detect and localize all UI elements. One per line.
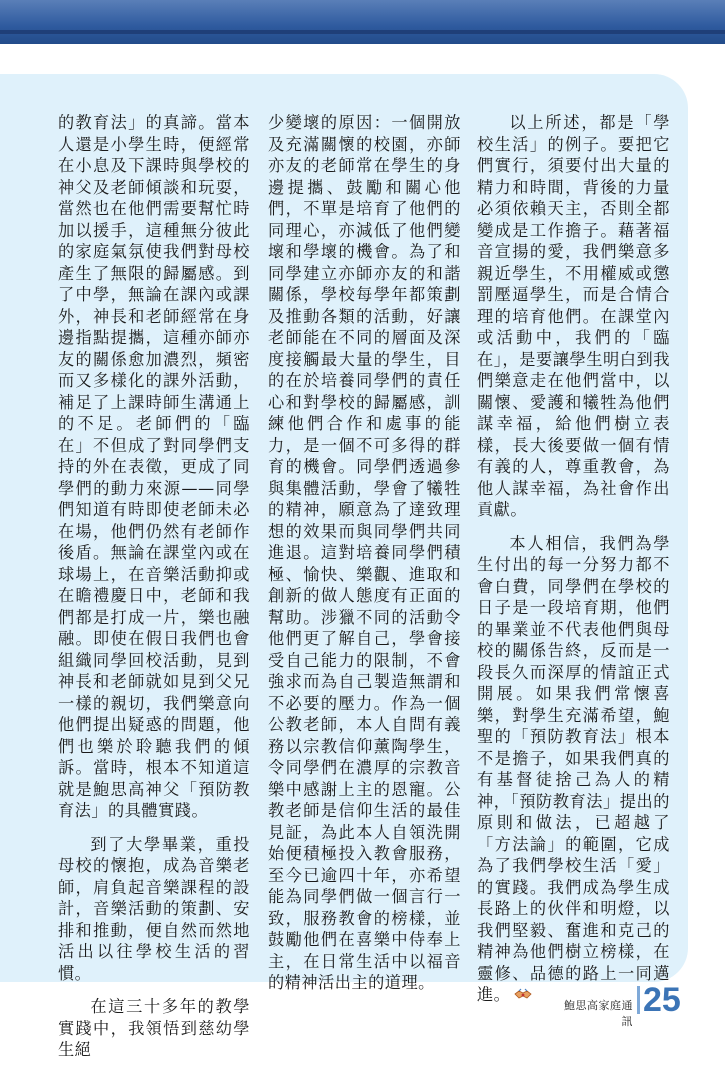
paragraph: 本人相信，我們為學生付出的每一分努力都不會白費，同學們在學校的日子是一段培育期，他們的畢業並不代表他們與母校的關係告終，反而是一段長久而深厚的情誼正式開展。如果我們常懷喜樂，對學生充滿希望，鮑聖的「預防教育法」根本不是擔子，如果我們真的有基督徒捨己為人的精神，「預防教育法」提出的原則和做法，已超越了「方法論」的範圍，它成為了我們學校生活「愛」的實踐。我們成為學生成長路上的伙伴和明燈，以我們堅毅、奮進和克己的精神為他們樹立榜樣，在靈修、品德的路上一同邁進。 — [477, 533, 670, 1004]
article-column-3 — [477, 112, 670, 1018]
publication-title: 鮑思高家庭通訊 — [564, 999, 633, 1028]
paragraph: 在這三十多年的教學實踐中，我領悟到慈幼學生絕 — [58, 997, 250, 1059]
paragraph-with-end-mark — [477, 533, 670, 1006]
paragraph: 的教育法」的真諦。當本人還是小學生時，便經常在小息及下課時與學校的神父及老師傾談和玩耍，當然也在他們需要幫忙時加以援手，這種無分彼此的家庭氣氛使我們對母校產生了無限的歸屬感。到了中學，無論在課內或課外，神長和老師經常在身邊指點提攜，這種亦師亦友的關係愈加濃烈，頻密而又多樣化的課外活動，補足了上課時師生溝通上的不足。老師們的「臨在」不但成了對同學們支持的外在表徵，更成了同學們的動力來源——同學們知道有時即使老師未必在場，他們仍然有老師作後盾。無論在課堂內或在球場上，在音樂活動抑或在瞻禮慶日中，老師和我們都是打成一片，樂也融融。即使在假日我們也會組織同學回校活動，見到神長和老師就如見到父兄一樣的親切，我們樂意向他們提出疑惑的問題，他們也樂於聆聽我們的傾訴。當時，根本不知道這就是鮑思高神父「預防教育法」的具體實踐。 — [58, 113, 250, 820]
page-number: 25 — [643, 981, 681, 1019]
header-stripe — [0, 30, 725, 34]
paragraph: 到了大學畢業，重投母校的懷抱，成為音樂老師，肩負起音樂課程的設計，音樂活動的策劃、安排和推動，便自然而然地活出以往學校生活的習慣。 — [58, 834, 250, 983]
article-column-1 — [58, 112, 250, 1073]
header-band — [0, 0, 725, 44]
paragraph: 以上所述，都是「學校生活」的例子。要把它們實行，須要付出大量的精力和時間，背後的力量必須依賴天主，否則全都變成是工作擔子。藉著福音宣揚的愛，我們樂意多親近學生，不用權威或懲罰壓逼學生，而是合情合理的培育他們。在課堂內或活動中，我們的「臨在」，是要讓學生明白到我們樂意走在他們當中，以關懷、愛護和犧牲為他們謀幸福，給他們樹立表樣，長大後要做一個有情有義的人，尊重教會，為他人謀幸福，為社會作出貢獻。 — [477, 113, 670, 519]
paragraph: 少變壞的原因：一個開放及充滿關懷的校園，亦師亦友的老師常在學生的身邊提攜、鼓勵和關心他們，不單是培育了他們的同理心，亦減低了他們變壞和學壞的機會。為了和同學建立亦師亦友的和諧關係，學校每學年都策劃及推動各類的活動，好讓老師能在不同的層面及深度接觸最大量的學生，目的在於培養同學們的責任心和對學校的歸屬感，訓練他們合作和處事的能力，是一個不可多得的群育的機會。同學們透過參與集體活動，學會了犧牲的精神，願意為了達致理想的效果而與同學們共同進退。這對培養同學們積極、愉快、樂觀、進取和創新的做人態度有正面的幫助。涉獵不同的活動令他們更了解自己，學會接受自己能力的限制，不會強求而為自己製造無謂和不必要的壓力。作為一個公教老師，本人自問有義務以宗教信仰薰陶學生，令同學們在濃厚的宗教音樂中感謝上主的恩寵。公教老師是信仰生活的最佳見証，為此本人自領洗開始便積極投入教會服務，至今已逾四十年，亦希望能為同學們做一個言行一致，服務教會的榜樣，並鼓勵他們在喜樂中侍奉上主，在日常生活中以福音的精神活出主的道理。 — [268, 113, 461, 992]
article-column-2 — [268, 112, 461, 1006]
handshake-icon — [514, 988, 532, 1002]
footer-divider — [637, 986, 640, 1014]
